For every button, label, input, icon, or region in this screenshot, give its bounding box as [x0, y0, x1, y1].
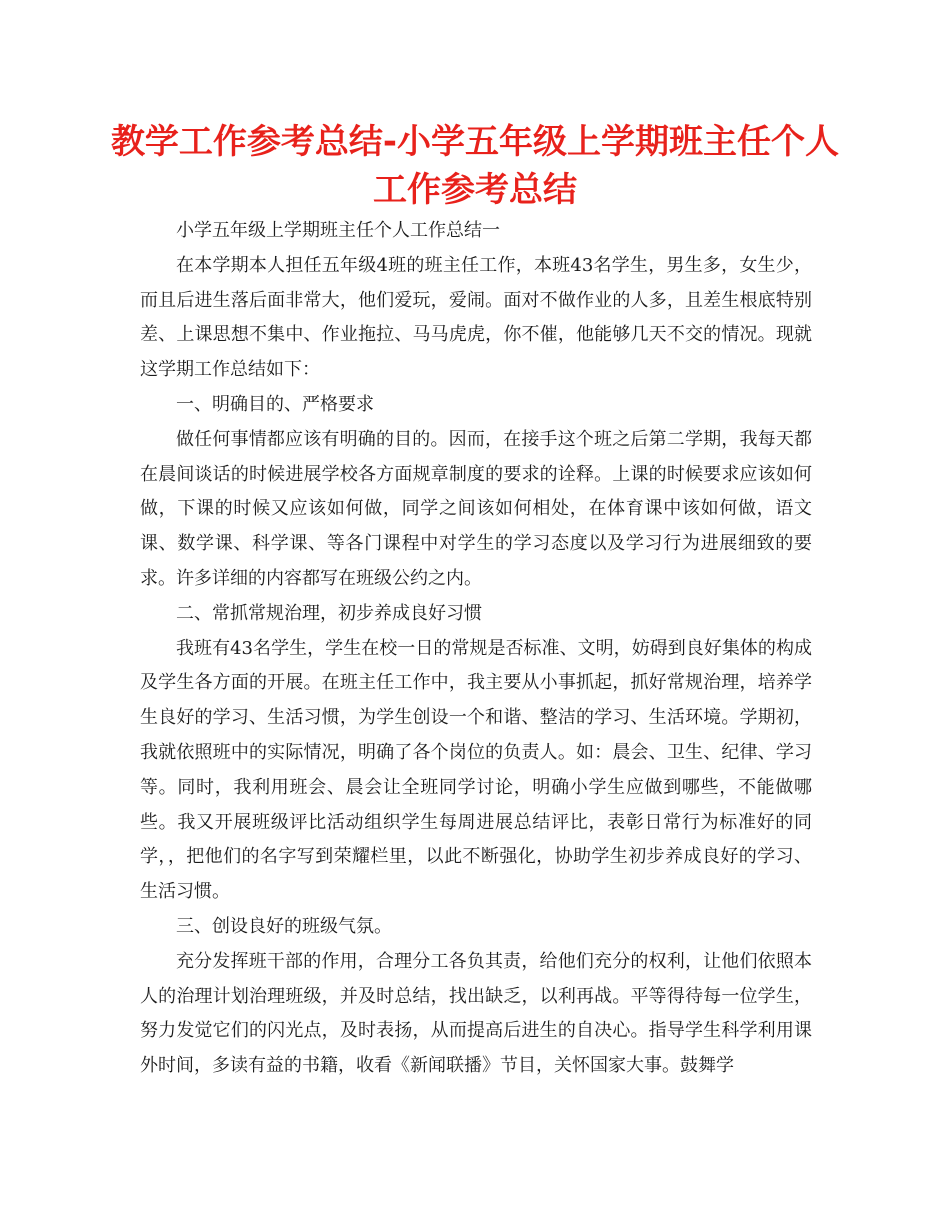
section-heading-three: 三、创设良好的班级气氛。: [176, 915, 392, 937]
paragraph-intro: 在本学期本人担任五年级4班的班主任工作，本班43名学生，男生多，女生少，而且后进生落后面非常大，他们爱玩，爱闹。面对不做作业的人多，且差生根底特别差、上课思想不集中、作业拖拉、马马虎虎，你不催，他能够几天不交的情况。现就这学期工作总结如下：: [140, 254, 812, 381]
paragraph-section-two: 我班有43名学生，学生在校一日的常规是否标准、文明，妨碍到良好集体的构成及学生各方面的开展。在班主任工作中，我主要从小事抓起，抓好常规治理，培养学生良好的学习、生活习惯，为学生创设一个和谐、整洁的学习、生活环境。学期初，我就依照班中的实际情况，明确了各个岗位的负责人。如：晨会、卫生、纪律、学习等。同时，我利用班会、晨会让全班同学讨论，明确小学生应做到哪些，不能做哪些。我又开展班级评比活动组织学生每周进展总结评比，表彰日常行为标准好的同学，，把他们的名字写到荣耀栏里，以此不断强化，协助学生初步养成良好的学习、生活习惯。: [140, 637, 812, 903]
document-body: [140, 214, 812, 1084]
paragraph-section-one: 做任何事情都应该有明确的目的。因而，在接手这个班之后第二学期，我每天都在晨间谈话的时候进展学校各方面规章制度的要求的诠释。上课的时候要求应该如何做，下课的时候又应该如何做，同学之间该如何相处，在体育课中该如何做，语文课、数学课、科学课、等各门课程中对学生的学习态度以及学习行为进展细致的要求。许多详细的内容都写在班级公约之内。: [140, 428, 812, 589]
section-heading-one: 一、明确目的、严格要求: [176, 393, 374, 415]
paragraph-section-three: 充分发挥班干部的作用，合理分工各负其责，给他们充分的权利，让他们依照本人的治理计划治理班级，并及时总结，找出缺乏，以利再战。平等得待每一位学生，努力发觉它们的闪光点，及时表扬，从而提高后进生的自决心。指导学生科学利用课外时间，多读有益的书籍，收看《新闻联播》节目，关怀国家大事。鼓舞学: [140, 950, 812, 1077]
section-heading-summary-one: 小学五年级上学期班主任个人工作总结一: [176, 220, 500, 241]
section-heading-two: 二、常抓常规治理，初步养成良好习惯: [176, 602, 482, 624]
document-title: 教学工作参考总结-小学五年级上学期班主任个人工作参考总结: [110, 122, 840, 210]
